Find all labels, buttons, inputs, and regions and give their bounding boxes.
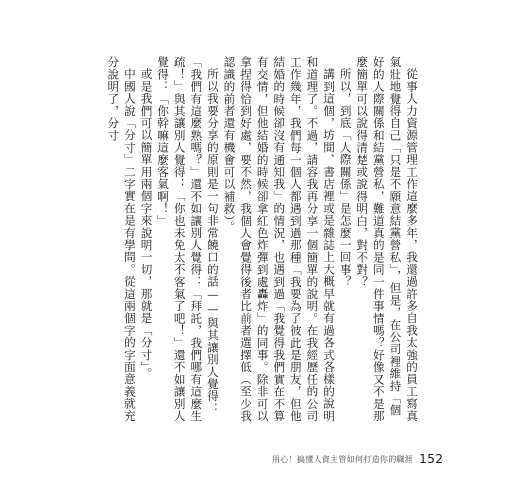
paragraph: 所以我要分享的原則是一句非常饒口的話——與其讓別人覺得：「我們有這麼熟嗎？」還不如讓別人覺得：「拜託，我們哪有這麼生疏！」與其讓別人覺得：「你也未免太不客氣了吧！」還不如讓別人覺得：「你幹嘛這麼客氣啊！」 (156, 56, 220, 422)
paragraph: 或是我們可以簡單用兩個字來說明一切，那就是「分寸」。 (139, 67, 154, 379)
paragraph: 中國人說「分寸」二字實在是有學問。從這兩個字的字面意義就充分說明了，分寸 (106, 56, 137, 422)
body-text (106, 56, 420, 424)
running-title: 用心！搞懂人資主管如何打造你的職涯 (272, 454, 414, 464)
paragraph: 所以，到底「人際關係」是怎麼一回事？ (338, 67, 353, 288)
paragraph: 講到這個，坊間、書店裡或是雜誌上大概早就有過各式各樣的說明和道理了。不過，請容我再分享一個簡單的說明。在我經歷任的公司工作幾年，我們每一個人都遇到過那種「我要為了彼此是朋友，但他結婚的時候卻沒有通知我」的情況，也遇到過「我覺得我們實在不算有交情，但他結婚的時候卻拿紅色炸彈到處轟炸」的同事。除非可以拿捏得恰到好處，要不然，我個人會覺得後者比前者選擇低（至少我認識的前者還有機會可以補救）。 (222, 56, 337, 422)
paragraph: 從事人力資源管理工作這麼多年，我還過許多自我太強的員工寫真氣壯地覺得自己「只是不願意結黨營私」，但是，在公司裡維持「個好的人際關係和結黨營私，難道真的是同一件事情嗎？好像又不是那麼簡單可以說得清楚或說得明白，對不對？ (355, 56, 419, 422)
page-number: 152 (419, 452, 444, 466)
page-footer (272, 452, 444, 466)
